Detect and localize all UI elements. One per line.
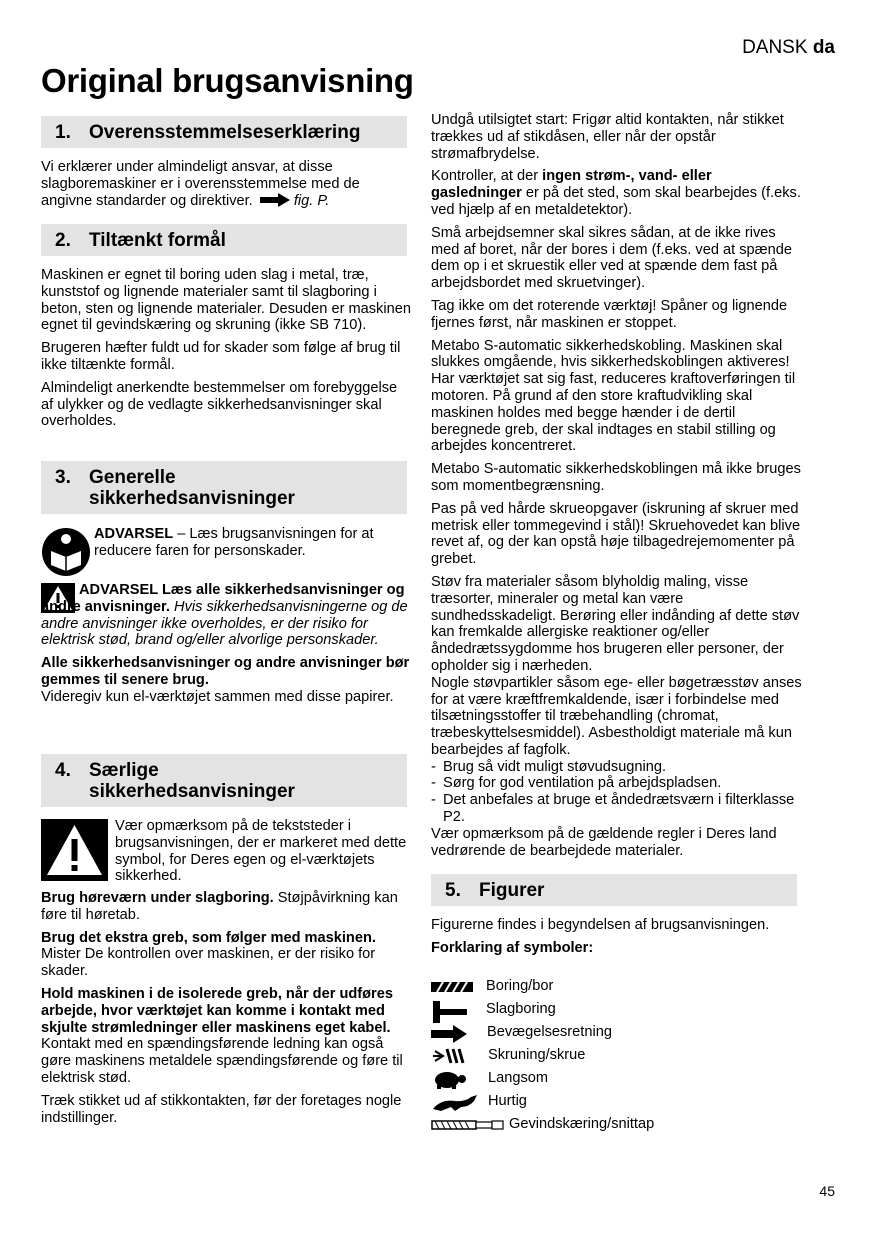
section-number: 3. bbox=[55, 467, 71, 488]
paragraph: Tag ikke om det roterende værktøj! Spåner og lignende fjernes først, når maskinen er stoppet. bbox=[431, 297, 788, 331]
turtle-icon bbox=[431, 1070, 467, 1090]
section-title: Figurer bbox=[479, 880, 545, 901]
bold-lead: Brug høreværn under slagboring. bbox=[41, 890, 274, 906]
legend-label: Gevindskæring/snittap bbox=[509, 1116, 655, 1132]
paragraph: Støv fra materialer såsom blyholdig maling, visse træsorter, mineraler og metal kan være sundhedsskadeligt. Berøring eller indånding af dette støv kan fremkalde allergiske reaktioner og/eller åndedrætssygdomme hos brugeren eller personer, der opholder sig i nærheden. bbox=[431, 573, 800, 674]
section-1-body bbox=[41, 159, 413, 215]
right-column-body bbox=[431, 112, 805, 865]
screwdriver-icon bbox=[431, 1047, 467, 1065]
paragraph: Pas på ved hårde skrueopgaver (iskruning af skruer med metrisk eller tommegevind i stål)! Skruehovedet kan blive revet af, og der kan opstå høje tilbagedrejemomenter på grebet. bbox=[431, 500, 801, 568]
tap-icon bbox=[431, 1118, 505, 1132]
paragraph: Maskinen er egnet til boring uden slag i metal, træ, kunststof og lignende materialer samt til slagboring i beton, sten og lignende materialer. Desuden er maskinen egnet til gevindskæring og skruning (ikke SB 710). bbox=[41, 267, 411, 334]
special-safety-note bbox=[115, 818, 413, 891]
warning-read-manual bbox=[94, 526, 412, 566]
section-4-heading bbox=[41, 754, 407, 807]
section-5-body bbox=[431, 917, 771, 963]
section-number: 5. bbox=[445, 880, 461, 901]
paragraph-text: Kontakt med en spændingsførende ledning kan også gøre maskinens metaldele spændingsførende og føre til elektrisk stød. bbox=[41, 1036, 403, 1086]
warning-all-instructions bbox=[41, 582, 413, 712]
paragraph: Metabo S-automatic sikkerhedskobling. Maskinen skal slukkes omgående, hvis sikkerhedskoblingen aktiveres! Har værktøjet sat sig fast, reduceres kraftoverføringen til motoren. På grund af den store kraftudvikling skal maskinen holdes med begge hænder i de dertil beregnede greb, der skal indtages en stabil stilling og arbejdes koncentreret. bbox=[431, 337, 796, 455]
paragraph: Vær opmærksom på de gældende regler i Deres land vedrørende de bearbejdede materialer. bbox=[431, 825, 777, 859]
section-2-body bbox=[41, 267, 413, 436]
legend-label: Hurtig bbox=[488, 1093, 527, 1109]
warning-text: Hvis sikkerhedsanvisningerne og de andre anvisninger ikke overholdes, er der risiko for elektrisk stød, brand og/eller alvorlige personskader. bbox=[41, 598, 408, 649]
section-4-body bbox=[41, 890, 413, 1132]
section-title-line-1: Generelle bbox=[89, 467, 176, 488]
warning-triangle-icon bbox=[41, 819, 108, 881]
paragraph: Brugeren hæfter fuldt ud for skader som følge af brug til ikke tiltænkte formål. bbox=[41, 340, 401, 373]
bold-lead: Brug det ekstra greb, som følger med maskinen. bbox=[41, 929, 376, 946]
legend-label: Slagboring bbox=[486, 1001, 556, 1017]
arrow-right-icon bbox=[431, 1025, 467, 1043]
section-3-heading bbox=[41, 461, 407, 514]
paragraph-text: Støjpåvirkning kan føre til høretab. bbox=[41, 890, 398, 923]
paragraph: Nogle støvpartikler såsom ege- eller bøgetræsstøv anses for at være kræftfremkaldende, især i forbindelse med tilsætningsstoffer til træbehandling (chromat, træbeskyttelsesmiddel). Asbestholdigt materiale må kun bearbejdes af fagfolk. bbox=[431, 674, 802, 758]
language-code: da bbox=[812, 37, 835, 58]
paragraph: Almindeligt anerkendte bestemmelser om forebyggelse af ulykker og de vedlagte sikkerhedsanvisninger skal overholdes. bbox=[41, 379, 398, 430]
arrow-right-icon bbox=[260, 193, 290, 207]
paragraph: Metabo S-automatic sikkerhedskoblingen må ikke bruges som momentbegrænsning. bbox=[431, 461, 801, 494]
paragraph: Undgå utilsigtet start: Frigør altid kontakten, når stikket trækkes ud af stikdåsen, eller når der opstår strømafbrydelse. bbox=[431, 112, 784, 162]
paragraph-text: er på det sted, som skal bearbejdes (f.eks. ved hjælp af en metaldetektor). bbox=[431, 185, 801, 218]
legend-label: Skruning/skrue bbox=[488, 1047, 586, 1063]
list-item: - Sørg for god ventilation på arbejdspladsen. bbox=[431, 775, 805, 792]
legend-item bbox=[431, 1093, 791, 1113]
section-title-line-1: Særlige bbox=[89, 760, 159, 781]
legend-item bbox=[431, 1024, 791, 1044]
legend-label: Langsom bbox=[488, 1070, 549, 1086]
read-manual-icon bbox=[41, 527, 91, 577]
legend-item bbox=[431, 1047, 791, 1067]
paragraph: Vær opmærksom på de tekststeder i brugsanvisningen, der er markeret med dette symbol, for Deres egen og el-værktøjets sikkerhed. bbox=[115, 818, 407, 885]
section-2-heading bbox=[41, 224, 407, 256]
section-5-heading bbox=[431, 874, 797, 906]
keep-instructions-text: Videregiv kun el-værktøjet sammen med disse papirer. bbox=[41, 688, 394, 705]
paragraph-text: Mister De kontrollen over maskinen, er der risiko for skader. bbox=[41, 946, 376, 980]
legend-label: Boring/bor bbox=[486, 978, 554, 994]
section-number: 2. bbox=[55, 230, 71, 251]
page-title: Original brugsanvisning bbox=[41, 62, 414, 99]
drill-bit-icon bbox=[431, 980, 473, 994]
warning-label: ADVARSEL bbox=[94, 526, 174, 542]
section-title: Overensstemmelseserklæring bbox=[89, 122, 361, 143]
legend-item bbox=[431, 1070, 791, 1090]
bold-phrase: ingen strøm-, vand- eller gasledninger bbox=[431, 168, 712, 202]
section-number: 4. bbox=[55, 760, 71, 781]
list-item: - Det anbefales at bruge et åndedrætsværn i filterklasse P2. bbox=[431, 792, 805, 826]
section-1-heading bbox=[41, 116, 407, 148]
legend-item bbox=[431, 1116, 791, 1136]
dust-precautions-list bbox=[431, 759, 805, 826]
legend-label: Bevægelsesretning bbox=[487, 1024, 612, 1040]
language-word: DANSK bbox=[742, 37, 808, 58]
legend-item bbox=[431, 1001, 791, 1023]
language-label bbox=[742, 37, 835, 59]
section-title-line-2: sikkerhedsanvisninger bbox=[89, 488, 295, 509]
paragraph: Træk stikket ud af stikkontakten, før der foretages nogle indstillinger. bbox=[41, 1092, 402, 1126]
page-number: 45 bbox=[819, 1183, 835, 1199]
hare-icon bbox=[431, 1093, 479, 1113]
keep-instructions-label: Alle sikkerhedsanvisninger og andre anvisninger bør gemmes til senere brug. bbox=[41, 655, 410, 688]
section-number: 1. bbox=[55, 122, 71, 143]
declaration-text: Vi erklærer under almindeligt ansvar, at disse slagboremaskiner er i overensstemmelse med de angivne standarder og direktiver. bbox=[41, 159, 360, 209]
legend-item bbox=[431, 978, 791, 998]
bold-lead: Hold maskinen i de isolerede greb, når der udføres arbejde, hvor værktøjet kan komme i kontakt med skjulte strømledninger eller maskinens eget kabel. bbox=[41, 985, 393, 1036]
paragraph: Små arbejdsemner skal sikres sådan, at de ikke rives med af boret, når der bores i dem (f.eks. ved at spænde dem op i et skruestik eller ved at spænde dem fast på arbejdsbordet med skruetvinger). bbox=[431, 224, 792, 292]
warning-label: ADVARSEL Læs alle sikkerhedsanvisninger og andre anvisninger. bbox=[41, 582, 405, 615]
list-item: - Brug så vidt muligt støvudsugning. bbox=[431, 759, 805, 776]
figure-reference: fig. P. bbox=[293, 192, 330, 209]
hammer-drill-icon bbox=[431, 1001, 467, 1023]
paragraph: Figurerne findes i begyndelsen af brugsanvisningen. bbox=[431, 917, 770, 933]
paragraph-text: Kontroller, at der bbox=[431, 168, 543, 185]
legend-title: Forklaring af symboler: bbox=[431, 939, 594, 956]
section-title-line-2: sikkerhedsanvisninger bbox=[89, 781, 295, 802]
warning-text: – Læs brugsanvisningen for at reducere faren for personskader. bbox=[94, 526, 374, 559]
section-title: Tiltænkt formål bbox=[89, 230, 226, 251]
